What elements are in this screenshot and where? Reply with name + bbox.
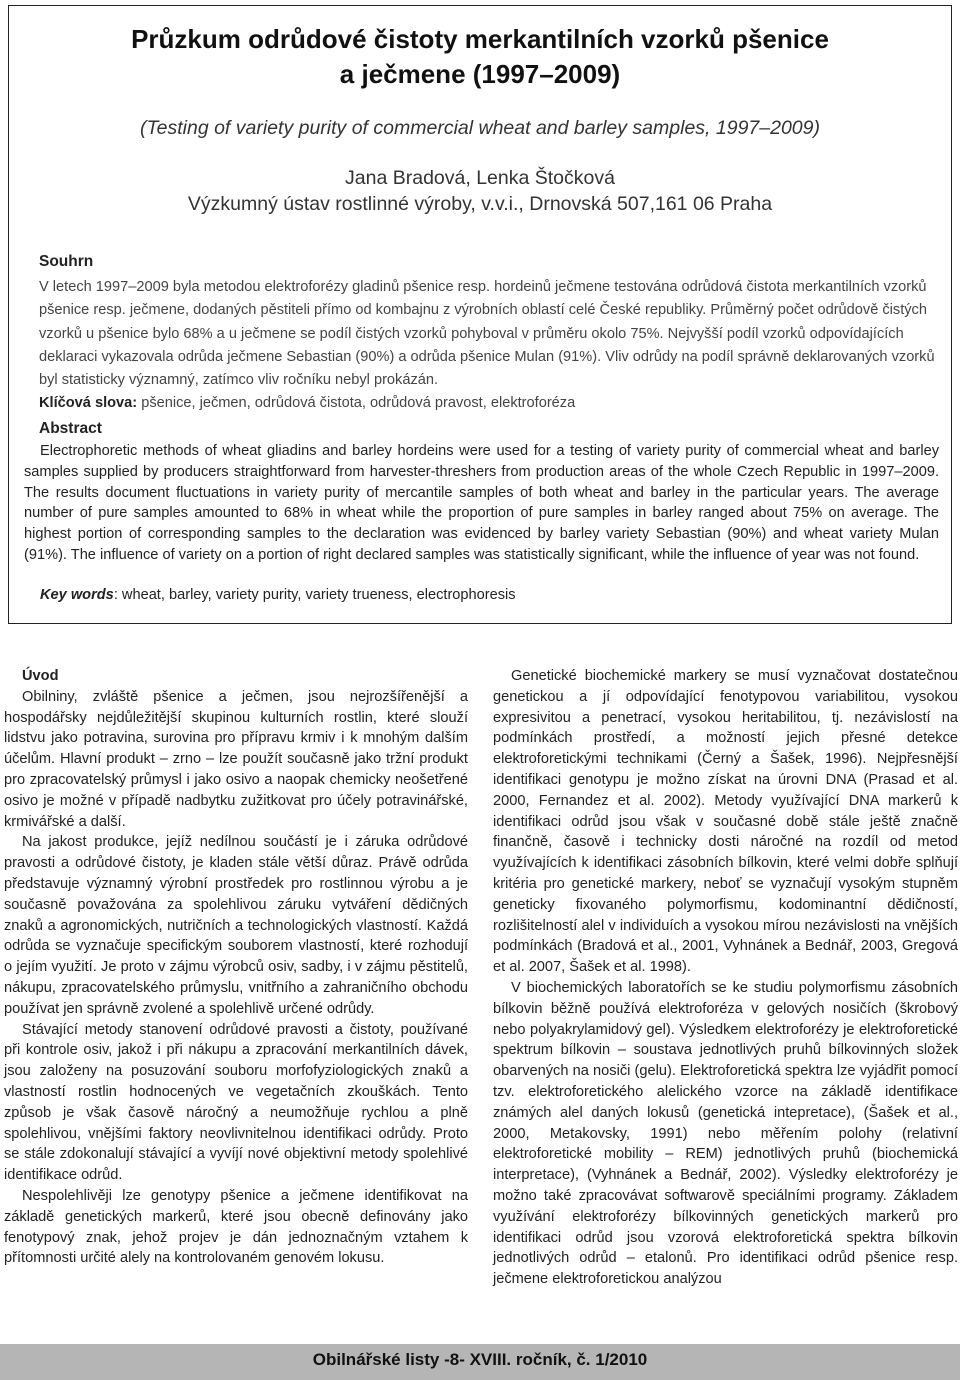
authors: Jana Bradová, Lenka Štočková	[345, 167, 615, 189]
keywords-text: pšenice, ječmen, odrůdová čistota, odrůdová pravost, elektroforéza	[137, 395, 576, 412]
intro-heading: Úvod	[22, 668, 59, 684]
title-line-2: a ječmene (1997–2009)	[339, 59, 621, 89]
summary-text: V letech 1997–2009 byla metodou elektroforézy gladinů pšenice resp. hordeinů ječmene testována odrůdová čistota merkantilních vzorků pšenice resp. ječmene, dodaných pěstiteli přímo od kombajnu z výrobních oblastí celé České republiky. Průměrný počet odrůdově čistých vzorků u pšenice bylo 68% a u ječmene se podíl čistých vzorků pohyboval v průměru okolo 75%. Nejvyšší podíl vzorků odpovídajících deklaraci vykazovala odrůda ječmene Sebastian (90%) a odrůda pšenice Mulan (91%). Vliv odrůdy na podíl správně deklarovaných vzorků byl statisticky významný, zatímco vliv ročníku nebyl prokázán.	[39, 279, 935, 389]
left-column	[4, 666, 468, 1269]
key-words-label: Key words	[40, 587, 114, 603]
keywords-label: Klíčová slova:	[39, 395, 138, 412]
summary-heading: Souhrn	[39, 253, 94, 270]
abstract-heading: Abstract	[39, 420, 102, 437]
english-subtitle: (Testing of variety purity of commercial wheat and barley samples, 1997–2009)	[140, 117, 820, 139]
institution: Výzkumný ústav rostlinné výroby, v.v.i., Drnovská 507,161 06 Praha	[187, 193, 773, 215]
abstract-text: Electrophoretic methods of wheat gliadins and barley hordeins were used for a testing of variety purity of commercial wheat and barley samples supplied by producers straightforward from harvester-threshers from production areas of the whole Czech Republic in 1997–2009. The results document fluctuations in variety purity of mercantile samples of both wheat and barley in the particular years. The average number of pure samples amounted to 68% in wheat while the proportion of pure samples in barley ranged about 75% on average. The highest portion of corresponding samples to the declaration was evidenced by barley variety Sebastian (90%) and wheat variety Mulan (91%). The influence of variety on a portion of right declared samples was statistically significant, while the influence of year was not found.	[24, 443, 939, 563]
left-paragraph: Stávající metody stanovení odrůdové pravosti a čistoty, používané při kontrole osiv, jakož i při nákupu a zpracování merkantilních dávek, jsou založeny na posuzování souboru morfofyziologických znaků a vlastností rostlin hodnocených ve vegetačních zkouškách. Tento způsob je však časově náročný a neumožňuje rychlou a plně spolehlivou, vnějšími faktory neovlivnitelnou identifikaci odrůdy. Proto se stále zdokonalují stávající a vyvíjí nové objektivní metody spolehlivé identifikace odrůd.	[4, 1021, 468, 1184]
author-block	[0, 165, 960, 217]
left-paragraph: Nespolehlivěji lze genotypy pšenice a ječmene identifikovat na základě genetických markerů, které jsou obecně definovány jako fenotypový znak, jehož projev je dán jednoznačným vztahem k přítomnosti určité alely na kontrolovaném genovém lokusu.	[4, 1187, 468, 1267]
footer-text: Obilnářské listy -8- XVIII. ročník, č. 1/2010	[312, 1350, 648, 1369]
page-footer	[0, 1344, 960, 1380]
right-paragraph: Genetické biochemické markery se musí vyznačovat dostatečnou genetickou a jí odpovídající fenotypovou variabilitou, vysokou expresivitou a penetrací, vysokou heritabilitou, tj. nezávislostí na podmínkách prostředí, a možností jejich přesné detekce elektroforetickými technikami (Černý a Šašek, 1996). Nejpřesnější identifikaci genotypu je možno získat na úrovni DNA (Prasad et al. 2000, Fernandez et al. 2002). Metody využívající DNA markerů k identifikaci odrůd jsou však v současné době stále ještě značně finančně, časově i technicky dosti náročné na rozdíl od metod využívajících k identifikaci zásobních bílkovin, které velmi dobře splňují kritéria pro genetické markery, neboť se vyznačují vysokým stupněm geneticky fixovaného polymorfismu, kodominantní dědičností, rozlišitelností alel v individuích a vysokou mírou nezávislosti na vnějších podmínkách (Bradová et al., 2001, Vyhnánek a Bednář, 2003, Gregová et al. 2007, Šašek et al. 1998).	[493, 668, 958, 976]
left-paragraph: Na jakost produkce, jejíž nedílnou součástí je i záruka odrůdové pravosti a odrůdové čistoty, je kladen stále větší důraz. Právě odrůda představuje významný výrobní prostředek pro rostlinnou výrobu a je současně považována za spolehlivou záruku vytváření dědičných znaků a agronomických, nutričních a technologických vlastností. Každá odrůda se vyznačuje specifickým souborem vlastností, které rozhodují o jejím využití. Je proto v zájmu výrobců osiv, sadby, i v zájmu pěstitelů, nákupu, zpracovatelského průmyslu, vnitřního a zahraničního obchodu používat jen správně zvolené a spolehlivě určené odrůdy.	[4, 834, 468, 1017]
right-column	[493, 666, 958, 1290]
summary-keywords	[39, 392, 939, 415]
left-paragraph: Obilniny, zvláště pšenice a ječmen, jsou nejrozšířenější a hospodářsky nejdůležitější skupinou kulturních rostlin, které slouží lidstvu jako potravina, surovina pro přípravu krmiv i k mnohým dalším účelům. Hlavní produkt – zrno – lze použít současně jako tržní produkt pro zpracovatelský průmysl i jako osivo a naopak chemicky neošetřené osivo je možné v případě nadbytku zužitkovat pro účely potravinářské, krmivářské a další.	[4, 688, 468, 830]
english-keywords	[40, 587, 516, 603]
title-line-1: Průzkum odrůdové čistoty merkantilních vzorků pšenice	[131, 24, 829, 54]
summary-section	[39, 276, 939, 416]
abstract-section	[24, 441, 939, 566]
article-title	[0, 22, 960, 92]
right-paragraph: V biochemických laboratořích se ke studiu polymorfismu zásobních bílkovin běžně používá elektroforéza v gelových nosičích (škrobový nebo polyakrylamidový gel). Výsledkem elektroforézy je elektroforetické spektrum bílkovin – soustava jednotlivých pruhů bílkovinných složek obarvených na nosiči (gelu). Elektroforetická spektra lze vyjádřit pomocí tzv. elektroforetického alelického vzorce na základě identifikace známých alel daných lokusů (genetická intepretace), (Šašek et al., 2000, Metakovsky, 1991) nebo měřením polohy (relativní elektroforetické mobility – REM) jednotlivých pruhů (biochemická interpretace), (Vyhnánek a Bednář, 2002). Výsledky elektroforézy je možno také zpracovávat softwarově speciálními programy. Základem využívání elektroforézy bílkovinných genetických markerů pro identifikaci odrůd jsou vzorová elektroforetická spektra bílkovin jednotlivých odrůd – etalonů. Pro identifikaci odrůd pšenice resp. ječmene elektroforetickou analýzou	[493, 979, 958, 1288]
key-words-text: : wheat, barley, variety purity, variety trueness, electrophoresis	[113, 587, 516, 603]
